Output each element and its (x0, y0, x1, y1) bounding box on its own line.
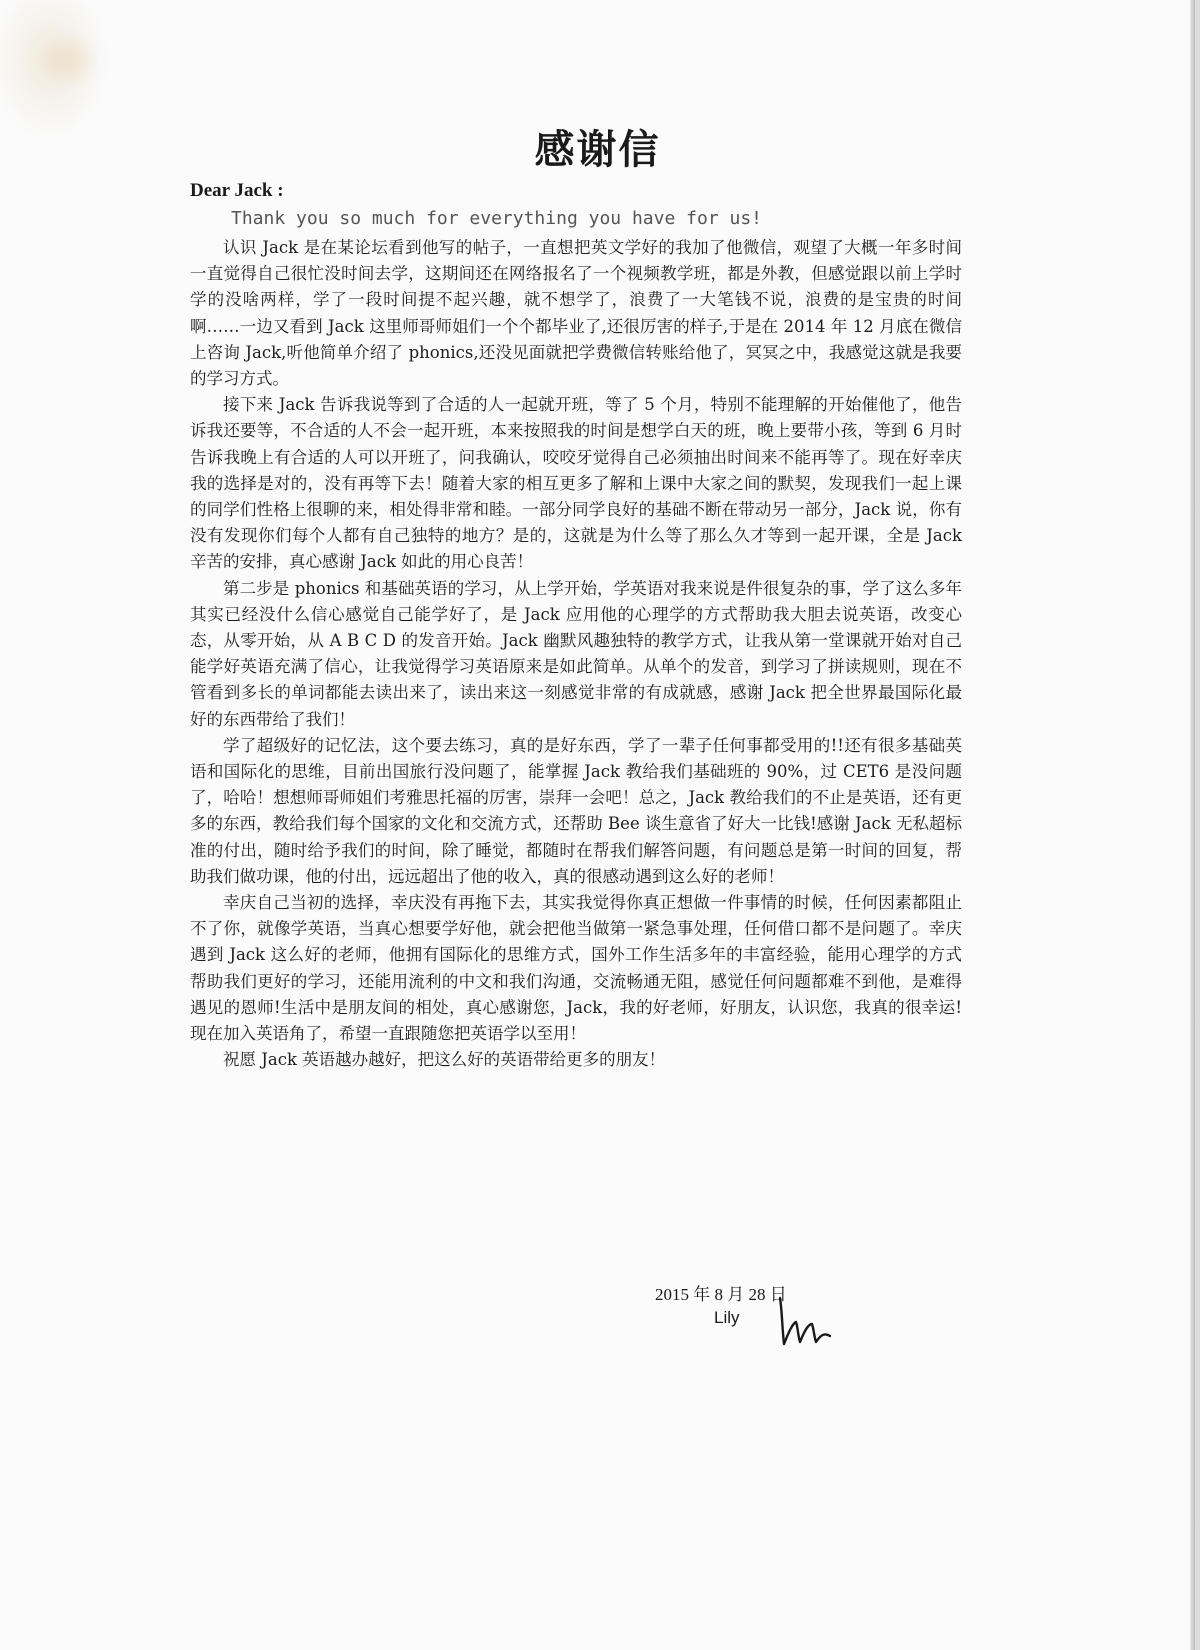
paragraph: 第二步是 phonics 和基础英语的学习，从上学开始，学英语对我来说是件很复杂的事，学了这么多年其实已经没什么信心感觉自己能学好了，是 Jack 应用他的心理学的方式帮助我大胆去说英语，改变心态，从零开始，从 A B C D 的发音开始。Jack 幽默风趣独特的教学方式，让我从第一堂课就开始对自己能学好英语充满了信心，让我觉得学习英语原来是如此简单。从单个的发音，到学习了拼读规则，现在不管看到多长的单词都能去读出来了，读出来这一刻感觉非常的有成就感，感谢 Jack 把全世界最国际化最好的东西带给了我们！ (190, 578, 962, 729)
paper-stain (40, 30, 100, 90)
letter-date: 2015 年 8 月 28 日 (655, 1285, 787, 1304)
salutation: Dear Jack : (190, 180, 284, 201)
paragraph: 学了超级好的记忆法，这个要去练习，真的是好东西，学了一辈子任何事都受用的!!还有很多基础英语和国际化的思维，目前出国旅行没问题了，能掌握 Jack 教给我们基础班的 90%，过 CET6 是没问题了，哈哈！想想师哥师姐们考雅思托福的厉害，崇拜一会吧！总之，Jack 教给我们的不止是英语，还有更多的东西，教给我们每个国家的文化和交流方式，还帮助 Bee 谈生意省了好大一比钱!感谢 Jack 无私超标准的付出，随时给予我们的时间，除了睡觉，都随时在帮我们解答问题，有问题总是第一时间的回复，帮助我们做功课，他的付出，远远超出了他的收入，真的很感动遇到这么好的老师！ (190, 735, 962, 886)
paragraph: 认识 Jack 是在某论坛看到他写的帖子，一直想把英文学好的我加了他微信，观望了大概一年多时间一直觉得自己很忙没时间去学，这期间还在网络报名了一个视频教学班，都是外教，但感觉跟以前上学时学的没啥两样，学了一段时间提不起兴趣，就不想学了，浪费了一大笔钱不说，浪费的是宝贵的时间啊……一边又看到 Jack 这里师哥师姐们一个个都毕业了,还很厉害的样子,于是在 2014 年 12 月底在微信上咨询 Jack,听他简单介绍了 phonics,还没见面就把学费微信转账给他了，冥冥之中，我感觉这就是我要的学习方式。 (190, 238, 962, 389)
paragraph: 祝愿 Jack 英语越办越好，把这么好的英语带给更多的朋友！ (223, 1050, 666, 1070)
handwritten-signature (774, 1296, 836, 1348)
paragraph: 接下来 Jack 告诉我说等到了合适的人一起就开班，等了 5 个月，特别不能理解的开始催他了，他告诉我还要等，不合适的人不会一起开班，本来按照我的时间是想学白天的班，晚上要带小孩，等到 6 月时告诉我晚上有合适的人可以开班了，问我确认，咬咬牙觉得自己必须抽出时间来不能再等了。现在好幸庆我的选择是对的，没有再等下去！随着大家的相互更多了解和上课中大家之间的默契，发现我们一起上课的同学们性格上很聊的来，相处得非常和睦。一部分同学良好的基础不断在带动另一部分，Jack 说，你有没有发现你们每个人都有自己独特的地方？是的，这就是为什么等了那么久才等到一起开课，全是 Jack 辛苦的安排，真心感谢 Jack 如此的用心良苦！ (190, 395, 962, 572)
thanks-line: Thank you so much for everything you have for us! (231, 208, 763, 229)
letter-body (190, 235, 962, 1074)
letter-title: 感谢信 (534, 127, 661, 173)
sender-name: Lily (714, 1308, 740, 1327)
paragraph: 幸庆自己当初的选择，幸庆没有再拖下去，其实我觉得你真正想做一件事情的时候，任何因素都阻止不了你，就像学英语，当真心想要学好他，就会把他当做第一紧急事处理，任何借口都不是问题了。幸庆遇到 Jack 这么好的老师，他拥有国际化的思维方式，国外工作生活多年的丰富经验，能用心理学的方式帮助我们更好的学习，还能用流利的中文和我们沟通，交流畅通无阻，感觉任何问题都难不到他，是难得遇见的恩师!生活中是朋友间的相处，真心感谢您，Jack，我的好老师，好朋友，认识您，我真的很幸运!现在加入英语角了，希望一直跟随您把英语学以至用！ (190, 893, 962, 1044)
page-edge (1190, 0, 1195, 1650)
